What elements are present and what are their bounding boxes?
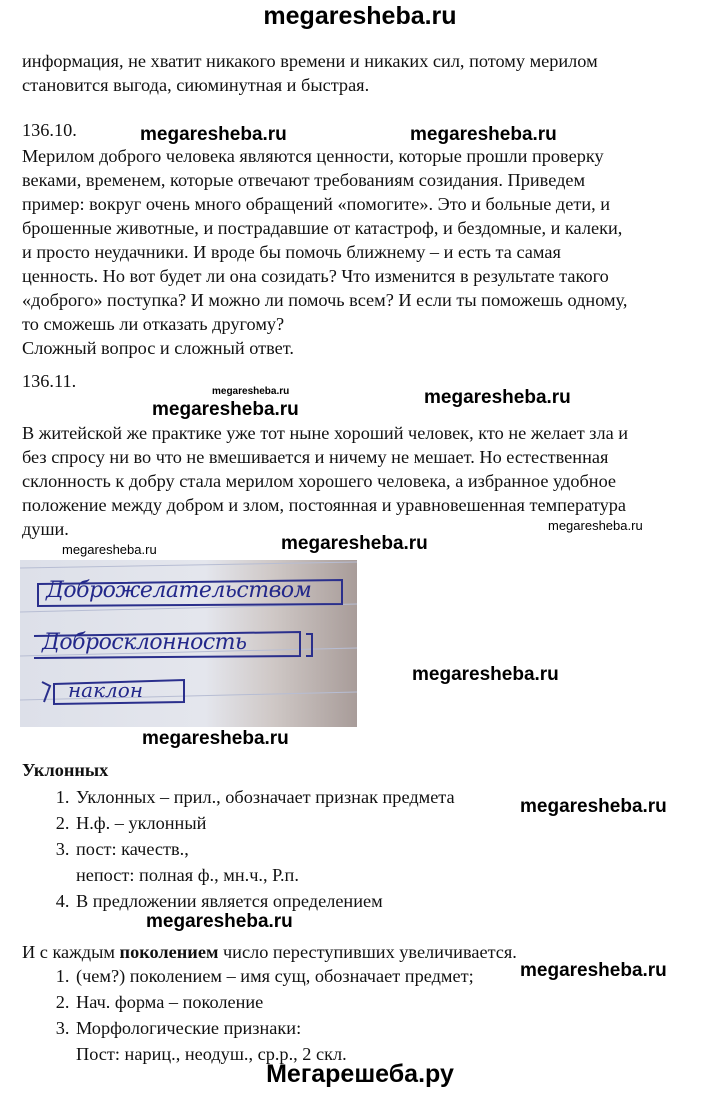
handwriting-photo xyxy=(20,560,357,727)
uklonnykh-list xyxy=(22,784,455,914)
list-item: 1. Уклонных – прил., обозначает признак предмета xyxy=(74,784,455,810)
watermark: megaresheba.ru xyxy=(412,664,559,685)
list-item: 2. Н.ф. – уклонный xyxy=(74,810,455,836)
example-sentence xyxy=(22,942,517,963)
site-footer-title: Мегарешеба.ру xyxy=(266,1060,454,1088)
list-item: 2. Нач. форма – поколение xyxy=(74,989,474,1015)
handwritten-word-1: Доброжелательством xyxy=(46,578,312,603)
word-analysis-heading: Уклонных xyxy=(22,760,109,780)
section-136-11-paragraph: В житейской же практике уже тот ныне хороший человек, кто не желает зла и без спросу ни во что не вмешивается и ничему не мешает. Но естественная склонность к добру стала мерилом хорошего человека, а избранное удобное положение между добром и злом, постоянная и уравновешенная температура души. xyxy=(22,423,629,539)
watermark: megaresheba.ru xyxy=(142,728,289,749)
site-header-title: megaresheba.ru xyxy=(263,2,457,30)
handwritten-word-2: Добросклонность xyxy=(42,630,247,655)
intro-paragraph: информация, не хватит никакого времени и никаких сил, потому мерилом становится выгода, сиюминутная и быстрая. xyxy=(22,51,598,95)
watermark: megaresheba.ru xyxy=(424,387,571,408)
sentence-before: И с каждым xyxy=(22,942,120,962)
list-item-text: Морфологические признаки: xyxy=(76,1018,302,1038)
watermark: megaresheba.ru xyxy=(146,911,293,932)
section-number-136-10: 136.10. xyxy=(22,120,77,140)
watermark: megaresheba.ru xyxy=(212,386,290,397)
section-number-136-11: 136.11. xyxy=(22,371,77,391)
list-item-text: пост: качеств., xyxy=(76,839,189,859)
watermark: megaresheba.ru xyxy=(520,796,667,817)
list-item-continuation: Пост: нариц., неодуш., ср.р., 2 скл. xyxy=(76,1044,347,1064)
section-136-10-paragraph: Мерилом доброго человека являются ценности, которые прошли проверку веками, временем, которые отвечают требованиям созидания. Приведем пример: вокруг очень много обращений «помогите». Это и больные дети, и брошенные животные, и пострадавшие от катастроф, и бездомные, и калеки, и просто неудачники. И вроде бы помочь ближнему – и есть та самая ценность. Но вот будет ли она созидать? Что изменится в результате такого «доброго» поступка? И можно ли помочь всем? И если ты поможешь одному, то сможешь ли отказать другому? Сложный вопрос и сложный ответ. xyxy=(22,146,628,358)
watermark: megaresheba.ru xyxy=(281,533,428,554)
list-item xyxy=(74,836,455,888)
watermark: megaresheba.ru xyxy=(548,518,643,533)
list-item: 4. В предложении является определением xyxy=(74,888,455,914)
sentence-after: число переступивших увеличивается. xyxy=(218,942,517,962)
sentence-bold-word: поколением xyxy=(119,942,219,962)
list-item-continuation: непост: полная ф., мн.ч., Р.п. xyxy=(76,865,299,885)
list-item: 1. (чем?) поколением – имя сущ, обозначает предмет; xyxy=(74,963,474,989)
watermark: megaresheba.ru xyxy=(520,960,667,981)
watermark: megaresheba.ru xyxy=(410,124,557,145)
pokolenie-list xyxy=(22,963,474,1067)
handwritten-word-3: наклон xyxy=(68,678,143,702)
watermark: megaresheba.ru xyxy=(62,542,157,557)
watermark: megaresheba.ru xyxy=(140,124,287,145)
watermark: megaresheba.ru xyxy=(152,399,299,420)
